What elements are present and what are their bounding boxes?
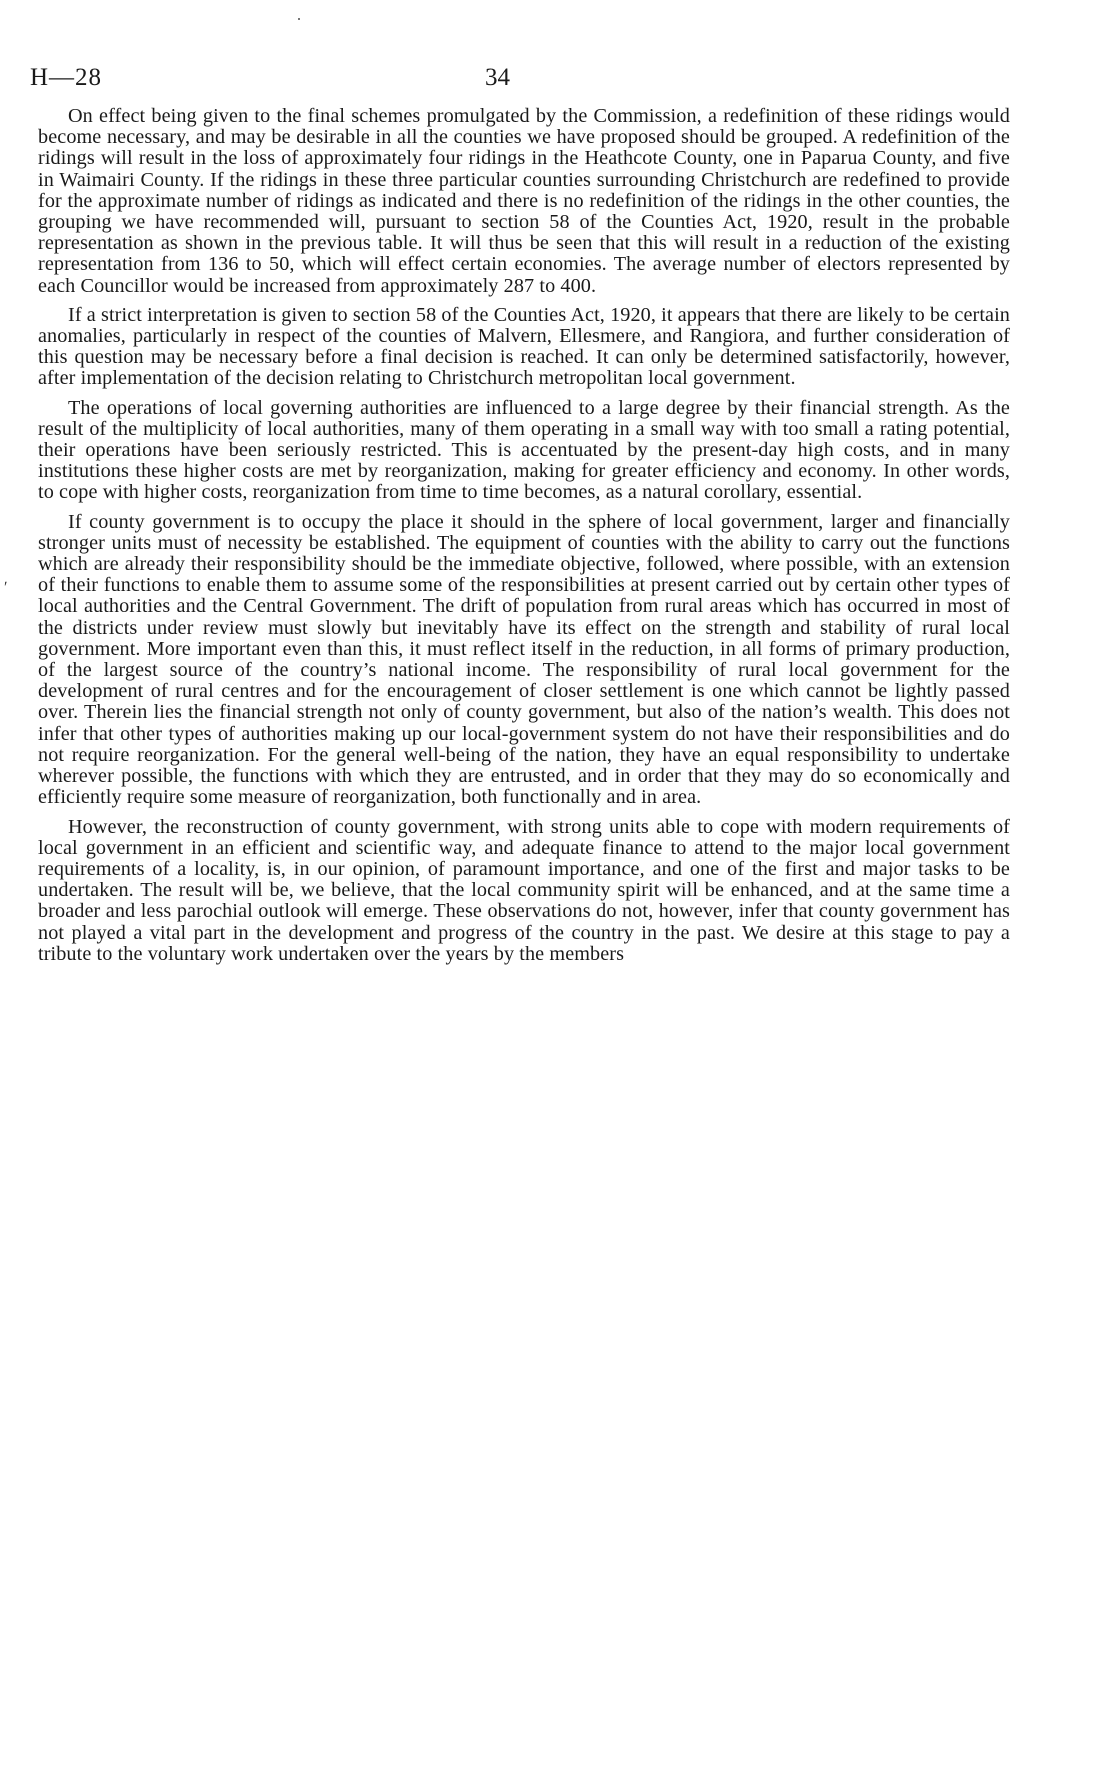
paragraph-county-government-units: If county government is to occupy the place it should in the sphere of local government, larger and financially stronger units must of necessity be established. The equipment of counties with the ability to carry out the functions which are already their responsibility should be the immediate objective, followed, where possible, with an extension of their functions to enable them to assume some of the responsibilities at present carried out by certain other types of local authorities and the Central Government. The drift of population from rural areas which has occurred in most of the districts under review must slowly but inevitably have its effect on the strength and stability of rural local government. More important even than this, it must reflect itself in the reduction, in all forms of primary production, of the largest source of the country’s national income. The responsibility of rural local government for the development of rural centres and for the encouragement of closer settlement is one which cannot be lightly passed over. Therein lies the financial strength not only of county government, but also of the nation’s wealth. This does not infer that other types of authorities making up our local-government system do not have their responsibilities and do not require reorganization. For the general well-being of the nation, they have an equal responsibility to undertake wherever possible, the functions with which they are entrusted, and in order that they may do so economically and efficiently require some measure of reorganization, both functionally and in area. (38, 510, 1010, 809)
page-header (30, 64, 1030, 94)
page-number: 34 (485, 64, 510, 91)
margin-mark: ʹ (4, 579, 8, 596)
paragraph-financial-strength: The operations of local governing authorities are influenced to a large degree by their financial strength. As the result of the multiplicity of local authorities, many of them operating in a small way with too small a rating potential, their operations have been seriously restricted. This is accentuated by the present-day high costs, and in many institutions these higher costs are met by reorganization, making for greater efficiency and economy. In other words, to cope with higher costs, reorganization from time to time becomes, as a natural corollary, essential. (38, 396, 1010, 504)
document-reference: H—28 (30, 64, 103, 91)
paragraph-section-58-anomalies: If a strict interpretation is given to section 58 of the Counties Act, 1920, it appears that there are likely to be certain anomalies, particularly in respect of the counties of Malvern, Ellesmere, and Rangiora, and further consideration of this question may be necessary before a final decision is reached. It can only be determined satisfactorily, however, after implementation of the decision relating to Christchurch metropolitan local government. (38, 303, 1010, 390)
paragraph-reconstruction: However, the reconstruction of county government, with strong units able to cope with modern requirements of local government in an efficient and scientific way, and adequate finance to attend to the major local government requirements of a locality, is, in our opinion, of paramount importance, and one of the first and major tasks to be undertaken. The result will be, we believe, that the local community spirit will be enhanced, and at the same time a broader and less parochial outlook will emerge. These observations do not, however, infer that county government has not played a vital part in the development and progress of the country in the past. We desire at this stage to pay a tribute to the voluntary work undertaken over the years by the members (38, 815, 1010, 965)
stray-dot (298, 18, 300, 20)
body-text (38, 106, 1010, 965)
paragraph-ridings-redefinition: On effect being given to the final schemes promulgated by the Commission, a redefinition of these ridings would become necessary, and may be desirable in all the counties we have proposed should be grouped. A redefinition of the ridings will result in the loss of approximately four ridings in the Heathcote County, one in Paparua County, and five in Waimairi County. If the ridings in these three particular counties surrounding Christchurch are redefined to provide for the approximate number of ridings as indicated and there is no redefinition of the ridings in the other counties, the grouping we have recommended will, pursuant to section 58 of the Counties Act, 1920, result in the probable representation as shown in the previous table. It will thus be seen that this will result in a reduction of the existing representation from 136 to 50, which will effect certain economies. The average number of electors represented by each Councillor would be increased from approximately 287 to 400. (38, 105, 1010, 297)
